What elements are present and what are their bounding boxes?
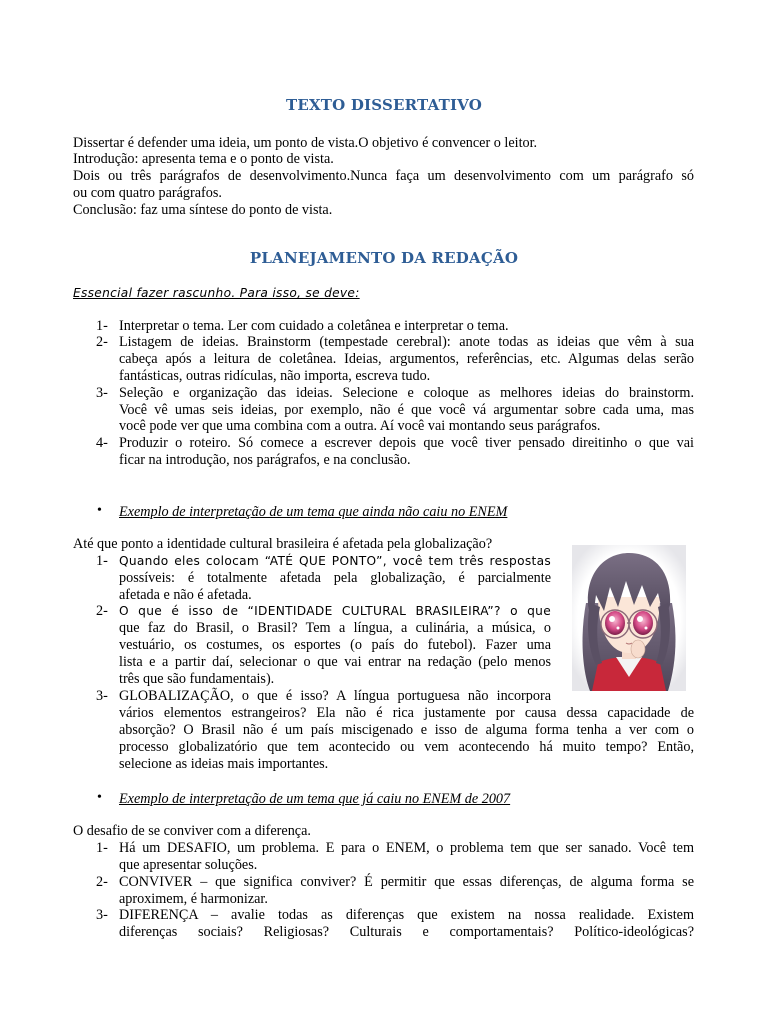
example1-item3-line: absorção? O Brasil não é um país miscigenado e isso de alguma forma tenha a ver com o [119, 722, 694, 738]
step-line: Produzir o roteiro. Só comece a escrever depois que você tiver pensado direitinho o que vai [119, 435, 694, 451]
step-number-3: 3- [96, 385, 108, 401]
bullet-icon: • [97, 503, 102, 518]
bullet-icon: • [97, 790, 102, 805]
example1-item3-line: vários elementos estrangeiros? Ela não é rica justamente por causa dessa capacidade de [119, 705, 694, 721]
example2-number-2: 2- [96, 874, 108, 890]
intro-line-1: Dissertar é defender uma ideia, um ponto de vista.O objetivo é convencer o leitor. [73, 135, 538, 151]
step-line: Você vê umas seis ideias, por exemplo, não é que você vá argumentar sobre cada uma, mas [119, 402, 694, 418]
step-number-4: 4- [96, 435, 108, 451]
example2-line: aproximem, é harmonizar. [119, 891, 268, 907]
example2-heading: Exemplo de interpretação de um tema que já caiu no ENEM de 2007 [119, 791, 511, 807]
step-line: Seleção e organização das ideias. Selecione e coloque as melhores ideias do brainstorm. [119, 385, 694, 401]
example1-question: Até que ponto a identidade cultural brasileira é afetada pela globalização? [73, 536, 493, 552]
planning-heading: PLANEJAMENTO DA REDAÇÃO [249, 249, 519, 267]
intro-line-2: Introdução: apresenta tema e o ponto de vista. [73, 151, 334, 167]
intro-line-4: ou com quatro parágrafos. [73, 185, 222, 201]
step-line: fantásticas, outras ridículas, não importa, escreva tudo. [119, 368, 431, 384]
step-line: você pode ver que uma combina com a outra. Aí você vai montando seus parágrafos. [119, 418, 601, 434]
step-number-1: 1- [96, 318, 108, 334]
example1-number-1: 1- [96, 553, 108, 569]
example1-item3-line: processo globalizatório que tem acontecido ou vem acontecendo há muito tempo? Então, [119, 739, 694, 755]
step-line: Interpretar o tema. Ler com cuidado a coletânea e interpretar o tema. [119, 318, 509, 334]
example2-line: DIFERENÇA – avalie todas as diferenças que existem na nossa realidade. Existem [119, 907, 694, 923]
example1-heading: Exemplo de interpretação de um tema que ainda não caiu no ENEM [119, 504, 508, 520]
example2-number-3: 3- [96, 907, 108, 923]
example1-number-2: 2- [96, 603, 108, 619]
example1-item1-line: possíveis: é totalmente afetada pela globalização, é parcialmente [119, 570, 551, 586]
example1-item2-line: vestuário, os costumes, os esportes (o país do futebol). Fazer uma [119, 637, 551, 653]
example2-line: diferenças sociais? Religiosas? Culturais e comportamentais? Político-ideológicas? [119, 924, 694, 940]
example2-question: O desafio de se conviver com a diferença. [73, 823, 311, 839]
example2-line: CONVIVER – que significa conviver? É permitir que essas diferenças, de alguma forma se [119, 874, 694, 890]
example1-item1-line: Quando eles colocam “ATÉ QUE PONTO”, você tem três respostas [119, 554, 551, 568]
draft-note: Essencial fazer rascunho. Para isso, se deve: [73, 286, 360, 300]
example1-item3-line: GLOBALIZAÇÃO, o que é isso? A língua portuguesa não incorpora [119, 688, 551, 704]
intro-line-3: Dois ou três parágrafos de desenvolvimento.Nunca faça um desenvolvimento com um parágrafo só [73, 168, 694, 184]
step-line: ficar na introdução, nos parágrafos, e na conclusão. [119, 452, 411, 468]
step-line: cabeça após a leitura de coletânea. Ideias, argumentos, referências, etc. Algumas delas serão [119, 351, 694, 367]
step-number-2: 2- [96, 334, 108, 350]
intro-line-5: Conclusão: faz uma síntese do ponto de vista. [73, 202, 333, 218]
example1-item2-line: que faz do Brasil, o Brasil? Tem a língua, a culinária, a música, o [119, 620, 551, 636]
example1-number-3: 3- [96, 688, 108, 704]
example2-number-1: 1- [96, 840, 108, 856]
example1-item1-line: afetada e não é afetada. [119, 587, 252, 603]
anime-girl-with-glasses-illustration [572, 545, 686, 691]
example2-line: que apresentar soluções. [119, 857, 258, 873]
example1-item2-line: lista e a partir daí, selecionar o que vai entrar na redação (pelo menos [119, 654, 551, 670]
page-title: TEXTO DISSERTATIVO [285, 96, 483, 114]
example1-item2-line: O que é isso de “IDENTIDADE CULTURAL BRASILEIRA”? o que [119, 604, 551, 618]
example1-item2-line: três que são fundamentais). [119, 671, 275, 687]
step-line: Listagem de ideias. Brainstorm (tempestade cerebral): anote todas as ideias que vêm à sua [119, 334, 694, 350]
example2-line: Há um DESAFIO, um problema. E para o ENEM, o problema tem que ser sanado. Você tem [119, 840, 694, 856]
example1-item3-line: selecione as ideias mais importantes. [119, 756, 329, 772]
